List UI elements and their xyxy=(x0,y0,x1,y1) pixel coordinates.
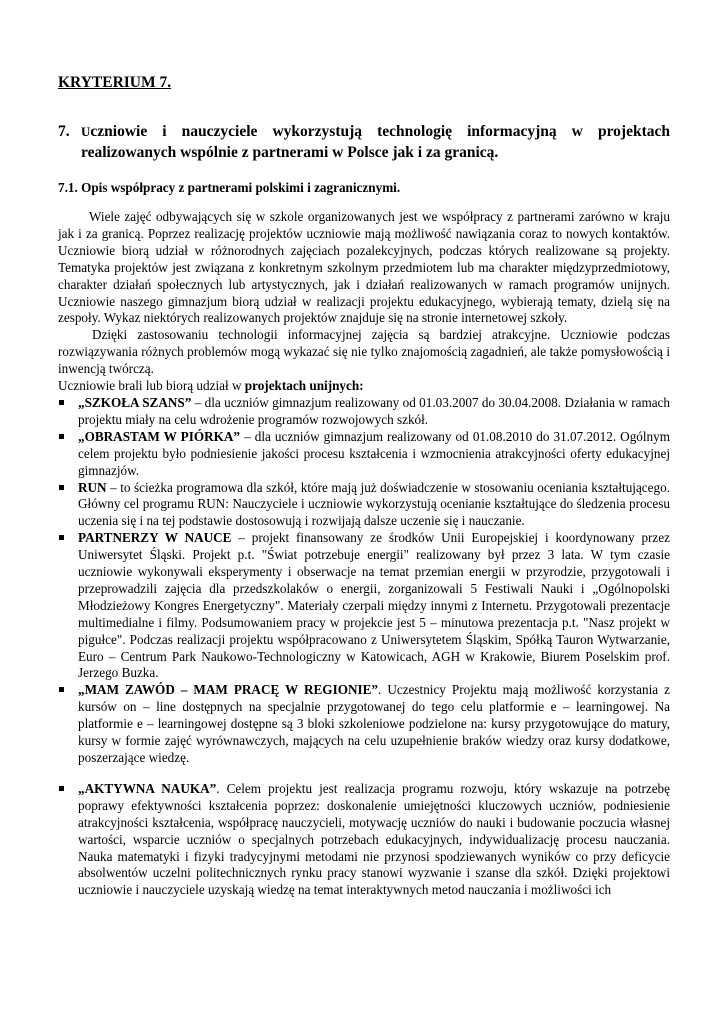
project-name: PARTNERZY W NAUCE xyxy=(78,530,232,546)
list-item xyxy=(58,395,670,429)
project-name: „AKTYWNA NAUKA” xyxy=(78,780,217,796)
project-text: – to ścieżka programowa dla szkół, które mają już doświadczenie w stosowaniu oceniania kształtującego. Główny cel programu RUN: Nauczyciele i uczniowie wykorzystują ocenianie kształtujące do śledzenia procesu uczenia się i na tej podstawie dostosowują i rozwijają dalsze uczenie się i nauczanie. xyxy=(78,479,670,529)
paragraph: Wiele zajęć odbywających się w szkole organizowanych jest we współpracy z partnerami zarówno w kraju jak i za granicą. Poprzez realizację projektów uczniowie mają możliwość nawiązania coraz to nowych kontaktów. Uczniowie biorą udział w różnorodnych zajęciach pozalekcyjnych, podczas których realizowane są projekty. Tematyka projektów jest związana z konkretnym szkolnym przedmiotem lub ma charakter międzyprzedmiotowy, charakter działań społecznych lub artystycznych, jak i działań realizowanych w ramach programów unijnych. Uczniowie naszego gimnazjum biorą udział w realizacji projektu edukacyjnego, wybierają tematy, dzielą się na zespoły. Wykaz niektórych realizowanych projektów znajduje się na stronie internetowej szkoły. xyxy=(58,209,670,326)
document-body xyxy=(58,209,670,899)
projects-intro-bold: projektach unijnych: xyxy=(244,378,364,394)
paragraph: Dzięki zastosowaniu technologii informacyjnej zajęcia są bardziej atrakcyjne. Uczniowie podczas rozwiązywania różnych problemów mogą wykazać się nie tylko znajomością zagadnień, ale także pomysłowością i inwencją twórczą. xyxy=(58,327,670,377)
criterion-heading: KRYTERIUM 7. xyxy=(58,74,172,91)
section-number: 7. xyxy=(58,123,70,140)
project-name: „MAM ZAWÓD – MAM PRACĘ W REGIONIE” xyxy=(78,682,379,698)
project-text: – projekt finansowany ze środków Unii Europejskiej i koordynowany przez Uniwersytet Śląski. Projekt p.t. "Świat potrzebuje energii" realizowany był przez 3 lata. W tym czasie uczniowie wykonywali eksperymenty i obserwacje na temat przemian energii w przyrodzie, przygotowali i przeprowadzili zajęcia dla przedszkolaków o energii, zorganizowali 5 Festiwali Nauki i „Ogólnopolski Młodzieżowy Kongres Energetyczny". Materiały czerpali między innymi z Internetu. Przygotowali prezentacje multimedialne i filmy. Podsumowaniem pracy w projekcie jest 5 – minutowa prezentacja p.t. "Nasz projekt w pigułce". Podczas realizacji projektu współpracowano z Uniwersytetem Śląskim, Spółką Tauron Wytwarzanie, Euro – Centrum Park Naukowo-Technologiczny w Katowicach, AGH w Krakowie, Biurem Poselskim prof. Jerzego Buzka. xyxy=(78,530,670,681)
section-title-prefix: U xyxy=(81,124,91,139)
list-item xyxy=(58,480,670,531)
bullet-icon xyxy=(59,434,64,439)
list-item xyxy=(58,682,670,767)
projects-intro xyxy=(58,378,670,395)
subsection-heading: 7.1. Opis współpracy z partnerami polskimi i zagranicznymi. xyxy=(58,180,401,195)
bullet-icon xyxy=(59,535,64,540)
list-item xyxy=(58,530,670,682)
section-title-text: czniowie i nauczyciele wykorzystują technologię informacyjną w projektach realizowanych wspólnie z partnerami w Polsce jak i za granicą. xyxy=(81,123,670,161)
bullet-icon xyxy=(59,485,64,490)
projects-intro-text: Uczniowie brali lub biorą udział w xyxy=(58,378,245,394)
bullet-icon xyxy=(59,687,64,692)
project-text: . Celem projektu jest realizacja programu rozwoju, który wskazuje na potrzebę poprawy efektywności kształcenia poprzez: doskonalenie umiejętności kluczowych uczniów, podniesienie atrakcyjności kształcenia, współpracę nauczycieli, motywację uczniów do nauki i budowanie poczucia własnej wartości, wsparcie uczniów o specjalnych potrzebach edukacyjnych, indywidualizację procesu nauczania. Nauka matematyki i fizyki tradycyjnymi metodami nie przynosi spodziewanych wyników co przy deficycie absolwentów uczelni politechnicznych rynku pracy stanowi wyzwanie i szanse dla szkół. Dzięki projektowi uczniowie i nauczyciele uzyskają wiedzę na temat interaktywnych metod nauczania i możliwości ich xyxy=(78,780,670,898)
list-item xyxy=(58,429,670,480)
project-text: . Uczestnicy Projektu mają możliwość korzystania z kursów on – line dostępnych na specjalnie przygotowanej do tego celu platformie e – learningowej. Na platformie e – learningowej dostępne są 3 bloki szkoleniowe podzielone na: kursy przygotowujące do matury, kursy w formie zajęć wyrównawczych, mających na celu uzupełnienie braków wiedzy oraz kursy dodatkowe, poszerzające wiedzę. xyxy=(78,682,670,765)
bullet-icon xyxy=(59,400,64,405)
project-name: „OBRASTAM W PIÓRKA” xyxy=(78,428,241,444)
list-item xyxy=(58,781,670,899)
bullet-icon xyxy=(59,786,64,791)
project-name: RUN xyxy=(78,479,107,495)
projects-list xyxy=(58,395,670,899)
project-text: – dla uczniów gimnazjum realizowany od 01.08.2010 do 31.07.2012. Ogólnym celem projektu było podniesienie jakości procesu kształcenia i wzmocnienia atrakcyjności oferty edukacyjnej gimnazjów. xyxy=(78,428,671,478)
project-name: „SZKOŁA SZANS” xyxy=(78,394,192,410)
project-text: – dla uczniów gimnazjum realizowany od 01.03.2007 do 30.04.2008. Działania w ramach projektu miały na celu wdrożenie programów rozwojowych szkół. xyxy=(78,394,671,427)
section-heading xyxy=(58,121,670,163)
section-title xyxy=(81,121,670,163)
